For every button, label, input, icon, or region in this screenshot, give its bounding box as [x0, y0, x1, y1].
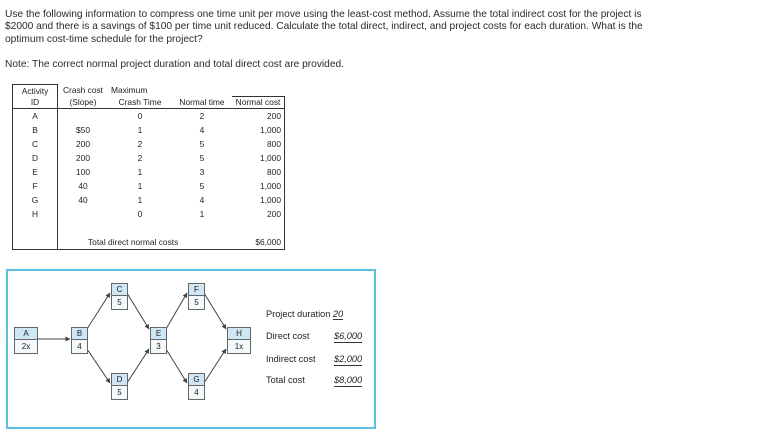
header-activity: Activity [13, 85, 58, 97]
table-total-row [13, 235, 285, 250]
arrow-d-e [127, 349, 149, 383]
header-normal-cost: Normal cost [232, 96, 285, 108]
direct-cost-label: Direct cost [266, 331, 310, 341]
header-crash-time: Crash Time [108, 96, 172, 108]
total-direct-value: $6,000 [232, 235, 285, 250]
header-maximum: Maximum [111, 85, 148, 96]
header-slope: (Slope) [58, 96, 109, 108]
node-e: E 3 [150, 327, 167, 354]
node-f: F 5 [188, 283, 205, 310]
arrow-b-c [87, 293, 110, 329]
node-b: B 4 [71, 327, 88, 354]
table-row: B $50 1 4 1,000 [13, 123, 285, 137]
note-text: Note: The correct normal project duration and total direct cost are provided. [5, 59, 345, 70]
total-cost-label: Total cost [266, 375, 305, 385]
arrow-f-h [204, 293, 226, 329]
arrow-b-d [87, 349, 110, 383]
indirect-cost-value: $2,000 [334, 354, 363, 364]
arrow-e-g [166, 349, 187, 383]
arrow-e-f [166, 293, 187, 329]
header-normal-time: Normal time [172, 96, 232, 108]
table-row: G 40 1 4 1,000 [13, 193, 285, 207]
arrow-c-e [127, 293, 149, 329]
table-row: H 0 1 200 [13, 207, 285, 221]
table-header-row [13, 96, 285, 108]
question-text: Use the following information to compress one time unit per move using the least-cost method. Assume the total indirect cost for the project is $2000 and there is a savings of $100 per time unit reduced. Calculate the total direct, indirect, and project costs for each duration. What is the optimum cost-time schedule for the project? [5, 9, 643, 45]
header-id: ID [13, 96, 58, 108]
table-row: C 200 2 5 800 [13, 137, 285, 151]
table-row: E 100 1 3 800 [13, 165, 285, 179]
total-direct-label: Total direct normal costs [58, 235, 233, 250]
project-duration-value: 20 [332, 309, 344, 319]
table-spacer-row [13, 221, 285, 235]
header-crash-cost: Crash cost [62, 85, 104, 96]
node-a: A 2x [14, 327, 38, 354]
table-row: F 40 1 5 1,000 [13, 179, 285, 193]
network-diagram [6, 269, 376, 429]
table-row: D 200 2 5 1,000 [13, 151, 285, 165]
table-header-row [13, 85, 285, 97]
arrow-g-h [204, 349, 226, 383]
indirect-cost-label: Indirect cost [266, 354, 316, 364]
node-h: H 1x [227, 327, 251, 354]
node-c: C 5 [111, 283, 128, 310]
activity-table [12, 84, 285, 250]
node-g: G 4 [188, 373, 205, 400]
node-d: D 5 [111, 373, 128, 400]
total-cost-value: $8,000 [334, 375, 363, 385]
direct-cost-value: $6,000 [334, 331, 363, 341]
project-duration-label: Project duration 20 [266, 309, 344, 319]
table-row: A 0 2 200 [13, 108, 285, 123]
